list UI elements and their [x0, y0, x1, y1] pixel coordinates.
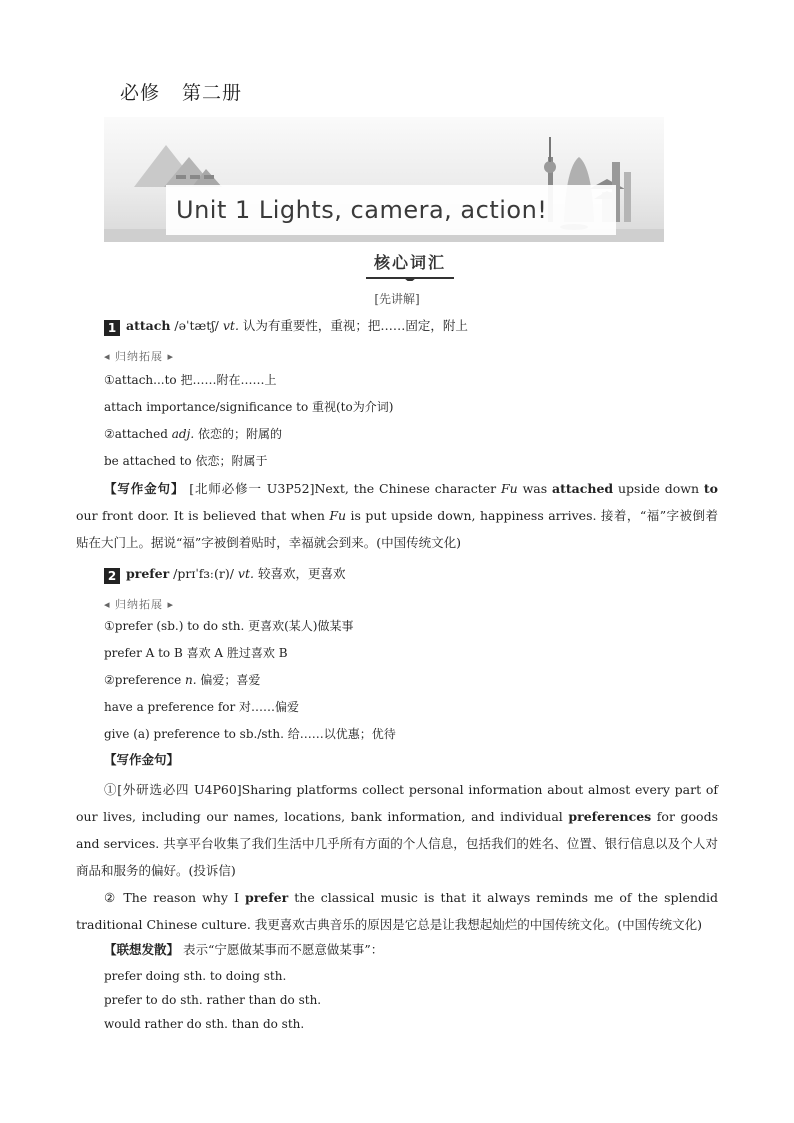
volume-name: 第二册 [182, 82, 243, 104]
association-head [104, 942, 383, 958]
association-pattern: prefer to do sth. rather than do sth. [104, 993, 322, 1007]
title-underline-icon [360, 275, 460, 281]
ext-line: prefer A to B 喜欢 A 胜过喜欢 B [104, 646, 288, 660]
sentence-text: was [517, 481, 552, 496]
sentence-text: for goods and services. 共享平台收集了我们生活中几乎所有方面的个人信息，包括我们的姓名、位置、银行信息以及个人对商品和服务的偏好。(投诉信) [76, 809, 718, 878]
sentence-text: [北师必修一 U3P52]Next, the Chinese character [184, 481, 501, 496]
sentence-text: is put upside down, happiness arrives. 接着，“福”字被倒着贴在大门上。据说“福”字被倒着贴时，幸福就会到来。(中国传统文化) [76, 508, 718, 550]
ext-pos: adj. [171, 427, 195, 441]
ext-pos: n. [185, 673, 197, 687]
sentence-text: ② The reason why I [104, 890, 245, 905]
entry-word: prefer [126, 566, 170, 581]
ext-line: attach importance/significance to 重视(to为介词) [104, 400, 394, 414]
entry-number-badge: 2 [104, 568, 120, 584]
book-name: 必修 [120, 82, 161, 104]
book-header [120, 78, 242, 105]
sentence-bold: prefer [244, 890, 289, 905]
entry-attach-head [104, 318, 468, 336]
entry-phonetic: /prɪˈfɜː(r)/ [169, 566, 238, 581]
entry-meaning: 认为有重要性，重视；把……固定，附上 [238, 318, 468, 333]
entry-number-badge: 1 [104, 320, 120, 336]
extension-tag: ◂ 归纳拓展 ▸ [104, 350, 175, 363]
writing-sentence-1 [76, 776, 718, 884]
entry-pos: vt. [237, 566, 254, 581]
entry-prefer-head [104, 566, 345, 584]
association-text: 表示“宁愿做某事而不愿意做某事”： [179, 942, 384, 957]
sentence-text: upside down [613, 481, 704, 496]
ext-text: ②preference [104, 673, 186, 687]
unit-banner [104, 117, 664, 242]
sentence-italic: Fu [329, 508, 347, 523]
section-heading [360, 250, 460, 281]
entry-pos: vt. [222, 318, 239, 333]
entry-word: attach [126, 318, 171, 333]
sentence-bold: to [703, 481, 718, 496]
unit-title: Unit 1 Lights, camera, action! [166, 185, 616, 235]
ext-line [104, 672, 260, 688]
sentence-text: our front door. It is believed that when [76, 508, 330, 523]
entry-meaning: 较喜欢，更喜欢 [253, 566, 346, 581]
section-title: 核心词汇 [373, 253, 446, 272]
sentence-bold: preferences [568, 809, 652, 824]
ext-line [104, 426, 282, 442]
ext-line: have a preference for 对……偏爱 [104, 700, 300, 714]
ext-line: ①attach...to 把……附在……上 [104, 373, 277, 387]
ext-text: 偏爱；喜爱 [196, 673, 261, 687]
ext-text: 依恋的；附属的 [194, 427, 282, 441]
ext-line: give (a) preference to sb./sth. 给……以优惠；优待 [104, 727, 396, 741]
ext-text: ②attached [104, 427, 172, 441]
ext-line: be attached to 依恋；附属于 [104, 454, 268, 468]
writing-sentence-2 [76, 884, 718, 938]
sentence-text: ①[外研选必四 U4P60]Sharing platforms collect personal information about almost every part of our lives, including our names, locations, bank information, and individual [76, 782, 718, 824]
entry-phonetic: /əˈtætʃ/ [170, 318, 223, 333]
association-tag: 【联想发散】 [104, 942, 180, 957]
association-pattern: prefer doing sth. to doing sth. [104, 969, 287, 983]
association-pattern: would rather do sth. than do sth. [104, 1017, 305, 1031]
ext-line: ①prefer (sb.) to do sth. 更喜欢(某人)做某事 [104, 619, 354, 633]
writing-tag: 【写作金句】 [104, 752, 180, 767]
sentence-bold: attached [552, 481, 614, 496]
sentence-italic: Fu [500, 481, 518, 496]
writing-tag: 【写作金句】 [104, 481, 185, 496]
section-subtitle: [先讲解] [374, 292, 420, 306]
writing-sentence [76, 475, 718, 556]
extension-tag: ◂ 归纳拓展 ▸ [104, 598, 175, 611]
sentence-text: the classical music is that it always reminds me of the splendid traditional Chinese culture. 我更喜欢古典音乐的原因是它总是让我想起灿烂的中国传统文化。(中国传统文化) [76, 890, 718, 932]
